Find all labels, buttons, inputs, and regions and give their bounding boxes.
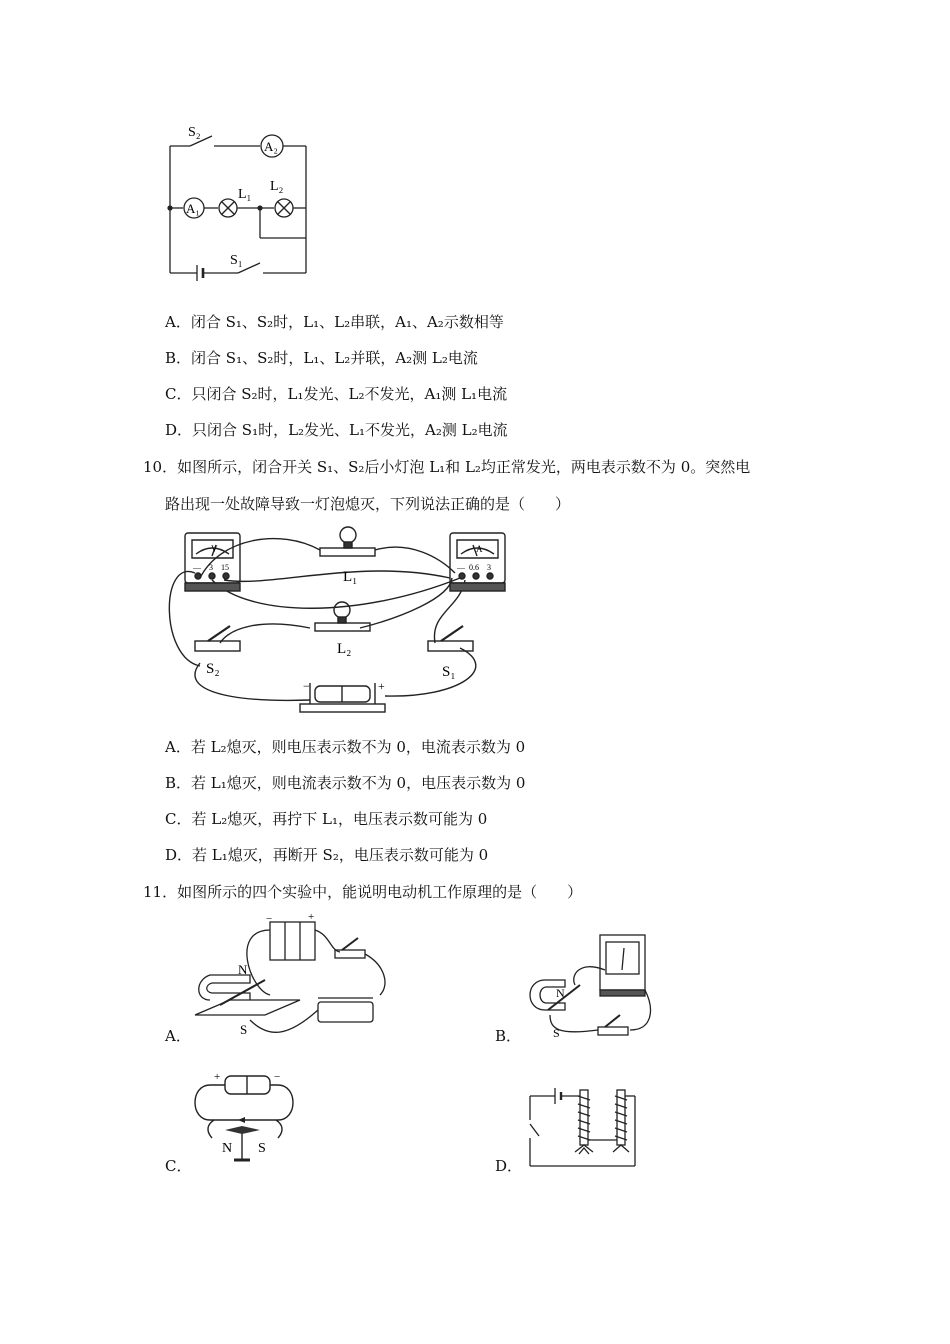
q10-v-terminal-3: 15 bbox=[221, 563, 229, 572]
q11-figure-d bbox=[525, 1082, 640, 1172]
q11-a-label-n: N bbox=[238, 962, 248, 977]
q11-b-label-n: N bbox=[556, 986, 565, 1000]
q9-label-l1: L₁ bbox=[238, 187, 252, 202]
q10-label-l1: L₁ bbox=[343, 569, 358, 585]
q10-label-l2: L₂ bbox=[337, 641, 352, 657]
q9-option-c: C．只闭合 S₂时，L₁发光、L₂不发光，A₁测 L₁电流 bbox=[165, 385, 508, 403]
q9-label-l2: L₂ bbox=[270, 179, 284, 194]
q10-label-s1: S₁ bbox=[442, 664, 456, 680]
q11-figure-b bbox=[520, 930, 655, 1045]
q11-b-label-s: S bbox=[553, 1026, 560, 1040]
q11-stem: 11．如图所示的四个实验中，能说明电动机工作原理的是（ ） bbox=[143, 883, 583, 901]
q11-figure-c bbox=[190, 1068, 300, 1168]
q10-a-terminal-1: — bbox=[457, 563, 465, 572]
q11-a-label-s: S bbox=[240, 1022, 248, 1037]
q11-choice-a: A． bbox=[165, 1027, 191, 1045]
q11-figure-a bbox=[190, 910, 415, 1045]
q11-choice-d: D． bbox=[495, 1157, 523, 1175]
q9-label-s1: S₁ bbox=[230, 253, 243, 268]
q10-v-terminal-1: — bbox=[193, 563, 201, 572]
q10-option-d: D．若 L₁熄灭，再断开 S₂，电压表示数可能为 0 bbox=[165, 846, 489, 864]
q11-a-minus: − bbox=[266, 913, 273, 925]
q9-option-b: B．闭合 S₁、S₂时，L₁、L₂并联，A₂测 L₂电流 bbox=[165, 349, 478, 367]
q11-choice-b: B． bbox=[495, 1027, 522, 1045]
q10-option-b: B．若 L₁熄灭，则电流表示数不为 0，电压表示数为 0 bbox=[165, 774, 526, 792]
q10-a-terminal-2: 0.6 bbox=[469, 563, 479, 572]
q9-option-a: A．闭合 S₁、S₂时，L₁、L₂串联，A₁、A₂示数相等 bbox=[165, 313, 504, 331]
q10-label-s2: S₂ bbox=[206, 661, 220, 677]
q9-label-a1: A₁ bbox=[186, 201, 200, 216]
q11-c-minus: − bbox=[274, 1071, 281, 1083]
q10-circuit-picture bbox=[160, 518, 520, 718]
q10-stem-line2: 路出现一处故障导致一灯泡熄灭，下列说法正确的是（ ） bbox=[165, 495, 571, 513]
q10-option-a: A．若 L₂熄灭，则电压表示数不为 0，电流表示数为 0 bbox=[165, 738, 526, 756]
q11-choice-c: C． bbox=[165, 1157, 192, 1175]
q10-battery-minus: − bbox=[303, 679, 310, 693]
q10-a-terminal-3: 3 bbox=[487, 563, 491, 572]
q9-label-a2: A₂ bbox=[264, 139, 278, 154]
q11-c-label-n: N bbox=[222, 1141, 233, 1156]
q10-ammeter-label: A bbox=[476, 544, 483, 554]
q11-c-plus: + bbox=[214, 1071, 221, 1083]
q9-label-s2: S₂ bbox=[188, 125, 201, 140]
q10-option-c: C．若 L₂熄灭，再拧下 L₁，电压表示数可能为 0 bbox=[165, 810, 488, 828]
q9-circuit-diagram bbox=[160, 118, 320, 283]
q9-option-d: D．只闭合 S₁时，L₂发光、L₁不发光，A₂测 L₂电流 bbox=[165, 421, 508, 439]
q10-v-terminal-2: 3 bbox=[209, 563, 213, 572]
q11-c-label-s: S bbox=[258, 1141, 266, 1156]
q10-battery-plus: + bbox=[378, 679, 385, 693]
q11-a-plus: + bbox=[308, 911, 315, 923]
q10-stem-line1: 10．如图所示，闭合开关 S₁、S₂后小灯泡 L₁和 L₂均正常发光，两电表示数不为 0。突然电 bbox=[143, 458, 751, 476]
q10-voltmeter-label: V bbox=[211, 544, 218, 554]
